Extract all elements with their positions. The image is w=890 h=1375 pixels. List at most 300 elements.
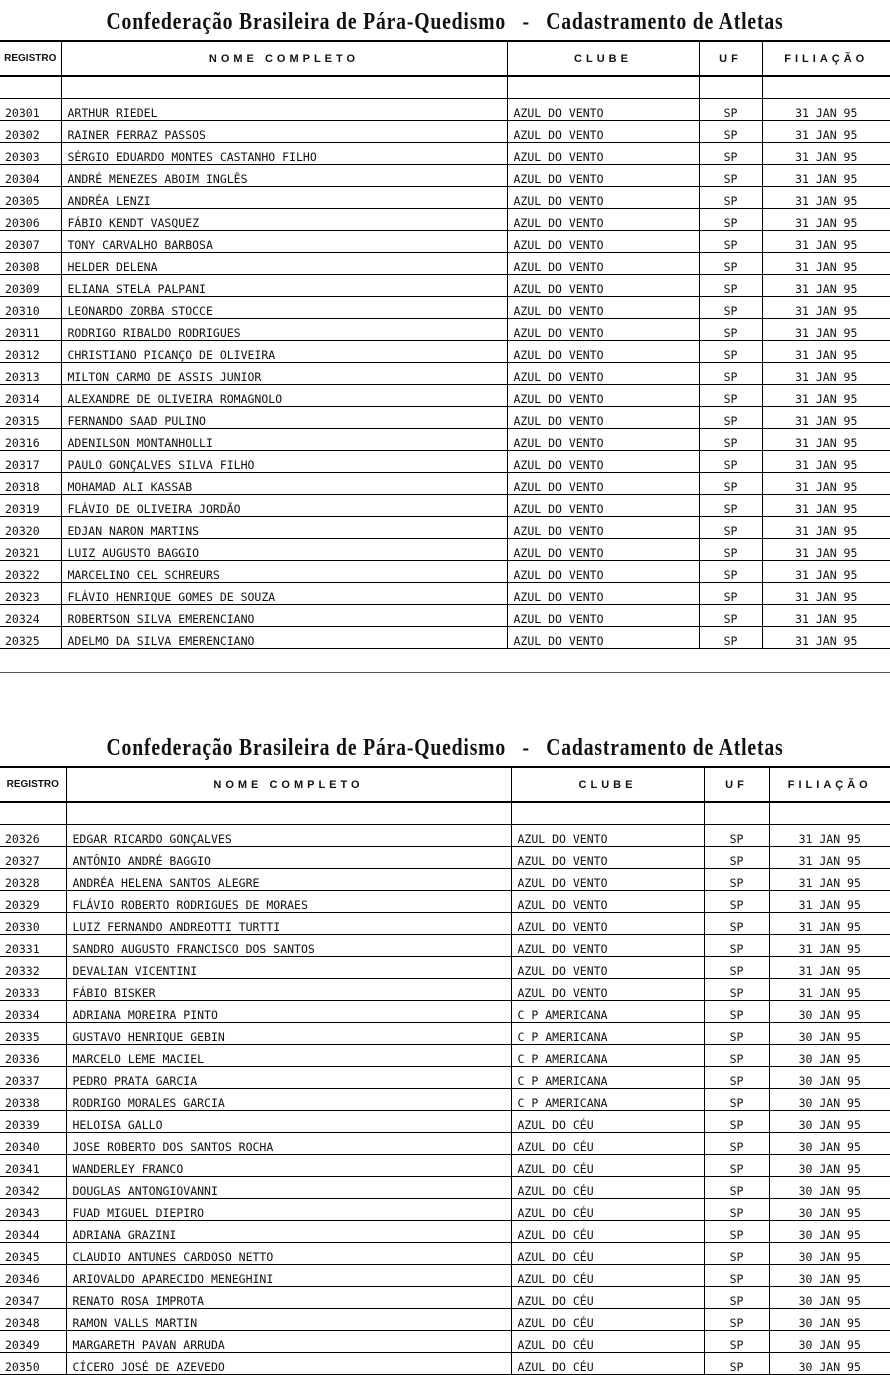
cell-nome: ANDRÉA HELENA SANTOS ALEGRE <box>66 869 511 891</box>
cell-registro: 20348 <box>0 1309 66 1331</box>
table-row <box>0 121 890 143</box>
cell-clube: AZUL DO VENTO <box>511 957 704 979</box>
cell-registro: 20324 <box>0 605 61 627</box>
cell-nome: WANDERLEY FRANCO <box>66 1155 511 1177</box>
cell-registro: 20312 <box>0 341 61 363</box>
cell-uf: SP <box>704 1067 769 1089</box>
table-row <box>0 979 890 1001</box>
cell-uf: SP <box>704 935 769 957</box>
cell-clube: AZUL DO VENTO <box>507 429 699 451</box>
cell-filiacao: 30 JAN 95 <box>769 1221 890 1243</box>
title-subject: Cadastramento de Atletas <box>546 734 784 761</box>
cell-uf: SP <box>699 561 762 583</box>
cell-registro: 20310 <box>0 297 61 319</box>
cell-uf: SP <box>699 385 762 407</box>
cell-registro: 20342 <box>0 1177 66 1199</box>
cell-registro: 20339 <box>0 1111 66 1133</box>
table-row <box>0 1243 890 1265</box>
cell-filiacao: 31 JAN 95 <box>769 891 890 913</box>
column-header-uf: UF <box>704 767 769 802</box>
column-header-registro: REGISTRO <box>0 767 66 802</box>
cell-nome: MILTON CARMO DE ASSIS JUNIOR <box>61 363 507 385</box>
cell-uf: SP <box>704 1023 769 1045</box>
cell-uf: SP <box>704 979 769 1001</box>
cell-registro: 20315 <box>0 407 61 429</box>
cell-clube: AZUL DO CÉU <box>511 1155 704 1177</box>
cell-filiacao: 31 JAN 95 <box>762 495 890 517</box>
table-row <box>0 1089 890 1111</box>
cell-clube: AZUL DO VENTO <box>511 891 704 913</box>
cell-uf: SP <box>704 1353 769 1375</box>
cell-nome: RAINER FERRAZ PASSOS <box>61 121 507 143</box>
cell-nome: LUIZ AUGUSTO BAGGIO <box>61 539 507 561</box>
table-row <box>0 825 890 847</box>
registry-sheet-2 <box>0 730 890 1375</box>
table-row <box>0 319 890 341</box>
cell-uf: SP <box>699 99 762 121</box>
table-header-row <box>0 41 890 76</box>
cell-registro: 20316 <box>0 429 61 451</box>
cell-nome: FUAD MIGUEL DIEPIRO <box>66 1199 511 1221</box>
table-row <box>0 473 890 495</box>
cell-uf: SP <box>699 473 762 495</box>
cell-filiacao: 31 JAN 95 <box>769 869 890 891</box>
cell-filiacao: 31 JAN 95 <box>762 341 890 363</box>
table-row <box>0 363 890 385</box>
cell-filiacao: 30 JAN 95 <box>769 1111 890 1133</box>
cell-clube: AZUL DO VENTO <box>507 451 699 473</box>
cell-nome: FÁBIO KENDT VASQUEZ <box>61 209 507 231</box>
cell-nome: MOHAMAD ALI KASSAB <box>61 473 507 495</box>
title-subject: Cadastramento de Atletas <box>546 8 784 35</box>
cell-nome: HELOISA GALLO <box>66 1111 511 1133</box>
cell-registro: 20337 <box>0 1067 66 1089</box>
table-row <box>0 143 890 165</box>
cell-registro: 20302 <box>0 121 61 143</box>
cell-uf: SP <box>699 495 762 517</box>
cell-uf: SP <box>704 1243 769 1265</box>
table-row <box>0 1265 890 1287</box>
cell-uf: SP <box>704 1155 769 1177</box>
cell-uf: SP <box>704 1133 769 1155</box>
cell-registro: 20323 <box>0 583 61 605</box>
cell-registro: 20347 <box>0 1287 66 1309</box>
cell-nome: HELDER DELENA <box>61 253 507 275</box>
cell-clube: AZUL DO CÉU <box>511 1309 704 1331</box>
cell-registro: 20321 <box>0 539 61 561</box>
page-title <box>80 4 810 40</box>
cell-filiacao: 31 JAN 95 <box>762 363 890 385</box>
cell-registro: 20345 <box>0 1243 66 1265</box>
table-row <box>0 627 890 649</box>
table-row <box>0 209 890 231</box>
cell-clube: AZUL DO CÉU <box>511 1265 704 1287</box>
table-header-row <box>0 767 890 802</box>
cell-clube: AZUL DO VENTO <box>507 473 699 495</box>
cell-registro: 20313 <box>0 363 61 385</box>
table-row <box>0 297 890 319</box>
cell-registro: 20304 <box>0 165 61 187</box>
cell-nome: FLÁVIO HENRIQUE GOMES DE SOUZA <box>61 583 507 605</box>
cell-clube: AZUL DO VENTO <box>507 99 699 121</box>
cell-filiacao: 31 JAN 95 <box>762 165 890 187</box>
page-divider <box>0 672 890 673</box>
cell-registro: 20326 <box>0 825 66 847</box>
cell-clube: C P AMERICANA <box>511 1067 704 1089</box>
cell-uf: SP <box>704 825 769 847</box>
cell-registro: 20330 <box>0 913 66 935</box>
table-row <box>0 1287 890 1309</box>
cell-registro: 20318 <box>0 473 61 495</box>
cell-registro: 20332 <box>0 957 66 979</box>
cell-registro: 20303 <box>0 143 61 165</box>
athletes-table-body <box>0 76 890 649</box>
cell-registro: 20350 <box>0 1353 66 1375</box>
table-row <box>0 1221 890 1243</box>
cell-registro: 20329 <box>0 891 66 913</box>
cell-filiacao: 31 JAN 95 <box>762 275 890 297</box>
cell-uf: SP <box>699 319 762 341</box>
cell-clube: AZUL DO VENTO <box>507 319 699 341</box>
table-row <box>0 605 890 627</box>
table-row <box>0 1045 890 1067</box>
cell-uf: SP <box>704 1309 769 1331</box>
cell-nome: MARCELINO CEL SCHREURS <box>61 561 507 583</box>
cell-uf: SP <box>699 451 762 473</box>
cell-registro: 20335 <box>0 1023 66 1045</box>
table-row <box>0 869 890 891</box>
cell-filiacao: 31 JAN 95 <box>762 539 890 561</box>
table-row <box>0 1111 890 1133</box>
cell-registro: 20336 <box>0 1045 66 1067</box>
cell-registro: 20343 <box>0 1199 66 1221</box>
cell-nome: ALEXANDRE DE OLIVEIRA ROMAGNOLO <box>61 385 507 407</box>
cell-nome: MARGARETH PAVAN ARRUDA <box>66 1331 511 1353</box>
cell-filiacao: 31 JAN 95 <box>762 473 890 495</box>
cell-filiacao: 31 JAN 95 <box>762 605 890 627</box>
cell-nome: ADELMO DA SILVA EMERENCIANO <box>61 627 507 649</box>
table-row <box>0 187 890 209</box>
cell-clube: AZUL DO VENTO <box>507 517 699 539</box>
cell-nome: RAMON VALLS MARTIN <box>66 1309 511 1331</box>
cell-filiacao: 31 JAN 95 <box>762 583 890 605</box>
cell-clube: AZUL DO VENTO <box>507 341 699 363</box>
cell-filiacao: 31 JAN 95 <box>762 627 890 649</box>
cell-uf: SP <box>699 341 762 363</box>
cell-filiacao: 31 JAN 95 <box>762 407 890 429</box>
cell-nome: RENATO ROSA IMPROTA <box>66 1287 511 1309</box>
column-header-clube: CLUBE <box>511 767 704 802</box>
cell-filiacao: 31 JAN 95 <box>769 935 890 957</box>
cell-uf: SP <box>704 847 769 869</box>
cell-registro: 20322 <box>0 561 61 583</box>
cell-nome: ANTÔNIO ANDRÉ BAGGIO <box>66 847 511 869</box>
column-header-nome: NOME COMPLETO <box>61 41 507 76</box>
cell-uf: SP <box>699 209 762 231</box>
cell-clube: AZUL DO CÉU <box>511 1221 704 1243</box>
table-row <box>0 99 890 121</box>
cell-clube: AZUL DO CÉU <box>511 1199 704 1221</box>
cell-nome: ADRIANA GRAZINI <box>66 1221 511 1243</box>
cell-nome: JOSE ROBERTO DOS SANTOS ROCHA <box>66 1133 511 1155</box>
cell-filiacao: 30 JAN 95 <box>769 1199 890 1221</box>
cell-uf: SP <box>704 1265 769 1287</box>
cell-uf: SP <box>699 297 762 319</box>
table-row <box>0 891 890 913</box>
cell-registro: 20346 <box>0 1265 66 1287</box>
cell-filiacao: 31 JAN 95 <box>762 209 890 231</box>
cell-clube: AZUL DO VENTO <box>507 583 699 605</box>
column-header-uf: UF <box>699 41 762 76</box>
cell-uf: SP <box>699 627 762 649</box>
cell-registro: 20319 <box>0 495 61 517</box>
cell-nome: ARIOVALDO APARECIDO MENEGHINI <box>66 1265 511 1287</box>
spacer-row <box>0 76 890 99</box>
cell-clube: AZUL DO CÉU <box>511 1133 704 1155</box>
cell-filiacao: 31 JAN 95 <box>769 979 890 1001</box>
table-row <box>0 231 890 253</box>
table-row <box>0 1309 890 1331</box>
cell-filiacao: 31 JAN 95 <box>762 143 890 165</box>
cell-clube: AZUL DO VENTO <box>507 561 699 583</box>
cell-filiacao: 30 JAN 95 <box>769 1133 890 1155</box>
cell-clube: C P AMERICANA <box>511 1001 704 1023</box>
cell-uf: SP <box>704 1045 769 1067</box>
cell-filiacao: 31 JAN 95 <box>762 561 890 583</box>
cell-uf: SP <box>704 957 769 979</box>
cell-filiacao: 31 JAN 95 <box>762 99 890 121</box>
cell-filiacao: 31 JAN 95 <box>762 451 890 473</box>
cell-filiacao: 31 JAN 95 <box>762 517 890 539</box>
cell-clube: AZUL DO VENTO <box>507 385 699 407</box>
cell-nome: CÍCERO JOSÉ DE AZEVEDO <box>66 1353 511 1375</box>
cell-registro: 20341 <box>0 1155 66 1177</box>
cell-nome: SANDRO AUGUSTO FRANCISCO DOS SANTOS <box>66 935 511 957</box>
cell-clube: AZUL DO VENTO <box>511 979 704 1001</box>
cell-filiacao: 30 JAN 95 <box>769 1155 890 1177</box>
cell-uf: SP <box>699 275 762 297</box>
cell-nome: ADENILSON MONTANHOLLI <box>61 429 507 451</box>
table-row <box>0 913 890 935</box>
cell-uf: SP <box>704 869 769 891</box>
cell-registro: 20317 <box>0 451 61 473</box>
cell-nome: GUSTAVO HENRIQUE GEBIN <box>66 1023 511 1045</box>
cell-filiacao: 31 JAN 95 <box>762 385 890 407</box>
cell-registro: 20311 <box>0 319 61 341</box>
cell-clube: AZUL DO VENTO <box>507 495 699 517</box>
title-org: Confederação Brasileira de Pára-Quedismo <box>106 8 507 35</box>
cell-uf: SP <box>704 913 769 935</box>
cell-registro: 20301 <box>0 99 61 121</box>
table-row <box>0 385 890 407</box>
page-title <box>80 730 810 766</box>
cell-nome: RODRIGO RIBALDO RODRIGUES <box>61 319 507 341</box>
cell-uf: SP <box>699 143 762 165</box>
cell-nome: TONY CARVALHO BARBOSA <box>61 231 507 253</box>
table-row <box>0 1067 890 1089</box>
cell-registro: 20344 <box>0 1221 66 1243</box>
cell-registro: 20307 <box>0 231 61 253</box>
cell-filiacao: 31 JAN 95 <box>769 913 890 935</box>
cell-filiacao: 30 JAN 95 <box>769 1067 890 1089</box>
cell-registro: 20327 <box>0 847 66 869</box>
cell-uf: SP <box>699 407 762 429</box>
table-row <box>0 935 890 957</box>
cell-clube: AZUL DO CÉU <box>511 1177 704 1199</box>
cell-registro: 20306 <box>0 209 61 231</box>
table-row <box>0 253 890 275</box>
cell-filiacao: 30 JAN 95 <box>769 1001 890 1023</box>
cell-filiacao: 31 JAN 95 <box>762 297 890 319</box>
cell-uf: SP <box>699 583 762 605</box>
cell-clube: AZUL DO VENTO <box>507 407 699 429</box>
column-header-nome: NOME COMPLETO <box>66 767 511 802</box>
cell-uf: SP <box>699 165 762 187</box>
table-row <box>0 957 890 979</box>
spacer-row <box>0 802 890 825</box>
table-row <box>0 495 890 517</box>
cell-registro: 20349 <box>0 1331 66 1353</box>
cell-clube: AZUL DO VENTO <box>507 275 699 297</box>
cell-filiacao: 30 JAN 95 <box>769 1265 890 1287</box>
cell-clube: AZUL DO VENTO <box>507 187 699 209</box>
cell-nome: FERNANDO SAAD PULINO <box>61 407 507 429</box>
cell-clube: AZUL DO VENTO <box>507 539 699 561</box>
cell-uf: SP <box>699 363 762 385</box>
cell-nome: RODRIGO MORALES GARCIA <box>66 1089 511 1111</box>
registry-sheet-1 <box>0 4 890 649</box>
cell-registro: 20334 <box>0 1001 66 1023</box>
cell-clube: AZUL DO VENTO <box>507 209 699 231</box>
cell-registro: 20320 <box>0 517 61 539</box>
cell-filiacao: 30 JAN 95 <box>769 1243 890 1265</box>
table-row <box>0 1023 890 1045</box>
cell-clube: AZUL DO VENTO <box>507 363 699 385</box>
cell-filiacao: 30 JAN 95 <box>769 1309 890 1331</box>
cell-filiacao: 30 JAN 95 <box>769 1287 890 1309</box>
cell-nome: FLÁVIO DE OLIVEIRA JORDÃO <box>61 495 507 517</box>
table-row <box>0 539 890 561</box>
cell-registro: 20314 <box>0 385 61 407</box>
cell-clube: AZUL DO VENTO <box>507 165 699 187</box>
table-row <box>0 561 890 583</box>
cell-nome: ANDRÉA LENZI <box>61 187 507 209</box>
cell-registro: 20331 <box>0 935 66 957</box>
title-org: Confederação Brasileira de Pára-Quedismo <box>106 734 507 761</box>
cell-clube: AZUL DO VENTO <box>511 869 704 891</box>
cell-clube: AZUL DO VENTO <box>511 935 704 957</box>
cell-filiacao: 31 JAN 95 <box>762 121 890 143</box>
cell-nome: FLÁVIO ROBERTO RODRIGUES DE MORAES <box>66 891 511 913</box>
cell-filiacao: 30 JAN 95 <box>769 1023 890 1045</box>
table-row <box>0 451 890 473</box>
cell-nome: DOUGLAS ANTONGIOVANNI <box>66 1177 511 1199</box>
cell-clube: AZUL DO CÉU <box>511 1111 704 1133</box>
cell-filiacao: 30 JAN 95 <box>769 1331 890 1353</box>
table-row <box>0 1155 890 1177</box>
cell-nome: LEONARDO ZORBA STOCCE <box>61 297 507 319</box>
cell-clube: AZUL DO VENTO <box>511 825 704 847</box>
cell-filiacao: 31 JAN 95 <box>769 847 890 869</box>
column-header-filiacao: FILIAÇÃO <box>762 41 890 76</box>
cell-registro: 20333 <box>0 979 66 1001</box>
table-row <box>0 341 890 363</box>
cell-registro: 20340 <box>0 1133 66 1155</box>
table-row <box>0 407 890 429</box>
cell-uf: SP <box>704 1177 769 1199</box>
title-dash: - <box>522 734 530 761</box>
cell-filiacao: 31 JAN 95 <box>762 231 890 253</box>
cell-uf: SP <box>699 539 762 561</box>
cell-filiacao: 30 JAN 95 <box>769 1089 890 1111</box>
table-row <box>0 583 890 605</box>
cell-clube: C P AMERICANA <box>511 1023 704 1045</box>
cell-registro: 20338 <box>0 1089 66 1111</box>
cell-uf: SP <box>704 1001 769 1023</box>
cell-clube: AZUL DO CÉU <box>511 1243 704 1265</box>
cell-registro: 20305 <box>0 187 61 209</box>
cell-nome: ELIANA STELA PALPANI <box>61 275 507 297</box>
cell-clube: AZUL DO VENTO <box>507 143 699 165</box>
cell-uf: SP <box>704 1199 769 1221</box>
cell-clube: AZUL DO VENTO <box>507 627 699 649</box>
cell-clube: AZUL DO VENTO <box>507 297 699 319</box>
cell-nome: CHRISTIANO PICANÇO DE OLIVEIRA <box>61 341 507 363</box>
cell-nome: CLAUDIO ANTUNES CARDOSO NETTO <box>66 1243 511 1265</box>
cell-clube: AZUL DO CÉU <box>511 1287 704 1309</box>
cell-registro: 20325 <box>0 627 61 649</box>
cell-filiacao: 30 JAN 95 <box>769 1353 890 1375</box>
cell-uf: SP <box>704 1331 769 1353</box>
cell-clube: AZUL DO VENTO <box>511 913 704 935</box>
cell-filiacao: 31 JAN 95 <box>762 253 890 275</box>
table-row <box>0 847 890 869</box>
table-row <box>0 429 890 451</box>
cell-uf: SP <box>699 253 762 275</box>
cell-nome: LUIZ FERNANDO ANDREOTTI TURTTI <box>66 913 511 935</box>
table-row <box>0 1177 890 1199</box>
cell-uf: SP <box>699 605 762 627</box>
table-row <box>0 165 890 187</box>
table-row <box>0 1133 890 1155</box>
cell-uf: SP <box>704 1221 769 1243</box>
cell-nome: EDJAN NARON MARTINS <box>61 517 507 539</box>
cell-filiacao: 31 JAN 95 <box>762 187 890 209</box>
column-header-filiacao: FILIAÇÃO <box>769 767 890 802</box>
cell-nome: ARTHUR RIEDEL <box>61 99 507 121</box>
table-row <box>0 1353 890 1375</box>
cell-clube: AZUL DO CÉU <box>511 1331 704 1353</box>
cell-nome: FÁBIO BISKER <box>66 979 511 1001</box>
cell-uf: SP <box>704 1287 769 1309</box>
cell-nome: ANDRÉ MENEZES ABOIM INGLÊS <box>61 165 507 187</box>
cell-registro: 20308 <box>0 253 61 275</box>
cell-clube: C P AMERICANA <box>511 1045 704 1067</box>
cell-nome: ADRIANA MOREIRA PINTO <box>66 1001 511 1023</box>
cell-filiacao: 31 JAN 95 <box>762 319 890 341</box>
cell-clube: AZUL DO VENTO <box>507 253 699 275</box>
cell-clube: AZUL DO VENTO <box>507 605 699 627</box>
cell-registro: 20309 <box>0 275 61 297</box>
cell-filiacao: 30 JAN 95 <box>769 1177 890 1199</box>
table-row <box>0 517 890 539</box>
cell-nome: EDGAR RICARDO GONÇALVES <box>66 825 511 847</box>
table-row <box>0 1001 890 1023</box>
cell-uf: SP <box>704 1089 769 1111</box>
cell-uf: SP <box>704 891 769 913</box>
cell-registro: 20328 <box>0 869 66 891</box>
cell-nome: PEDRO PRATA GARCIA <box>66 1067 511 1089</box>
